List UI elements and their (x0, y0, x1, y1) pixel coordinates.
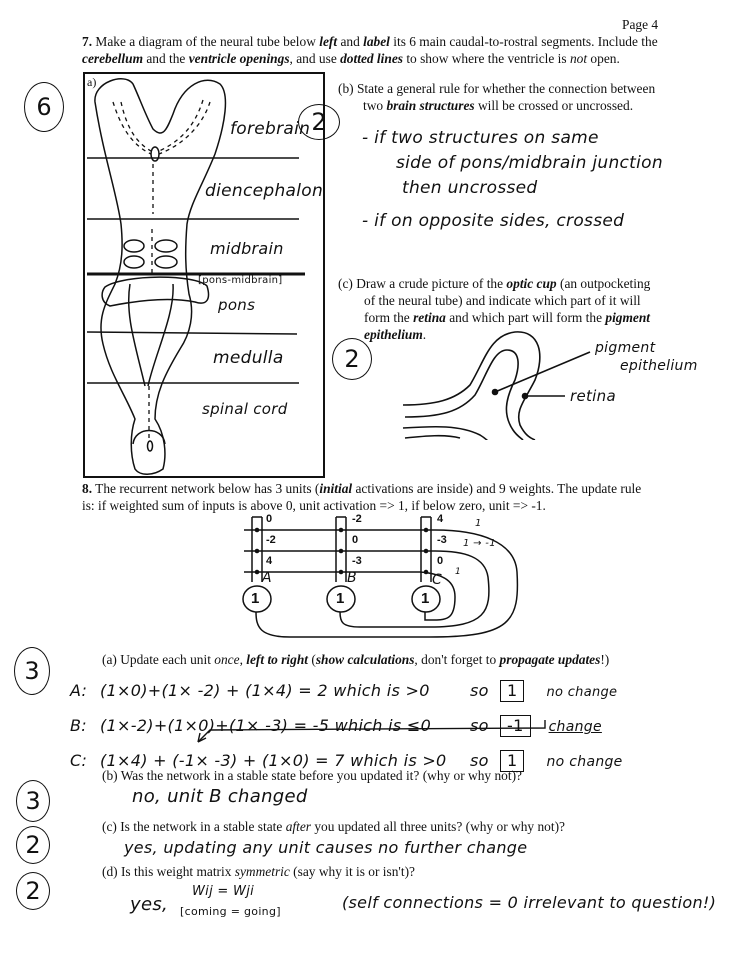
mark-2: 1 (455, 567, 462, 577)
q8c-answer: yes, updating any unit causes no further change (124, 838, 528, 857)
calc-row-c: C: (1×4) + (-1× -3) + (1×0) = 7 which is >0 so 1 no change (70, 751, 623, 770)
calc-row-a: A: (1×0)+(1× -2) + (1×4) = 2 which is >0 so 1 no change (70, 681, 618, 700)
q8-prompt: 8. The recurrent network below has 3 units (initial activations are inside) and 9 weights. The update rule is: if weighted sum of inputs is above 0, unit activation => 1, if below zero, unit => -1. (82, 481, 642, 513)
label-medulla: medulla (213, 348, 284, 368)
q8d-formula: Wij = Wji (192, 884, 255, 899)
q7-number: 7. (82, 34, 93, 49)
weight-c-1: -3 (437, 534, 447, 546)
activation-c: 1 (421, 590, 430, 607)
q8d-self-connections-note: (self connections = 0 irrelevant to question!) (342, 893, 717, 912)
score-q8a: 3 (14, 647, 50, 695)
q7b-answer: - if two structures on same side of pons/midbrain junction then uncrossed - if on opposite sides, crossed (362, 128, 663, 231)
label-forebrain: forebrain (230, 119, 311, 139)
activation-b: 1 (336, 590, 345, 607)
weight-a-1: -2 (266, 534, 276, 546)
propagate-arrow (190, 716, 550, 746)
q8b-answer: no, unit B changed (132, 786, 308, 807)
q7-prompt: 7. Make a diagram of the neural tube below left and label its 6 main caudal-to-rostral segments. Include the cerebellum and the ventricle openings, and use dotted lines to show where the ventricle is not open. (82, 34, 658, 66)
diagram-part-label: a) (87, 75, 97, 89)
label-spinal-cord: spinal cord (202, 400, 288, 418)
score-q8d: 2 (16, 872, 50, 910)
page-number: Page 4 (622, 17, 659, 32)
q8c-prompt: (c) Is the network in a stable state after you updated all three units? (why or why not)? (102, 819, 565, 834)
unit-label-c: C (432, 572, 443, 588)
optic-cup-drawing (395, 330, 625, 440)
activation-a: 1 (251, 590, 260, 607)
score-q7c: 2 (332, 338, 372, 380)
calc-row-b: B: (1×-2)+(1×0)+(1× -3) = -5 which is ≤0 so -1 change (70, 716, 602, 735)
unit-label-a: A (262, 570, 272, 586)
q8d-answer: yes, (130, 894, 169, 915)
label-epithelium: epithelium (620, 358, 698, 374)
recurrent-network-diagram (230, 512, 530, 642)
score-q7a: 6 (24, 82, 64, 132)
weight-b-2: -3 (352, 555, 362, 567)
mark-1: 1 (475, 518, 482, 529)
weight-b-0: -2 (352, 513, 362, 525)
result-b: -1 (500, 715, 531, 737)
activation-change-note: 1 → -1 (463, 538, 496, 549)
result-a: 1 (500, 680, 524, 702)
weight-c-2: 0 (437, 555, 444, 567)
weight-b-1: 0 (352, 534, 359, 546)
q8b-prompt: (b) Was the network in a stable state before you updated it? (why or why not)? (102, 768, 522, 783)
q8d-prompt: (d) Is this weight matrix symmetric (say why it is or isn't)? (102, 864, 415, 879)
q7c-prompt: (c) Draw a crude picture of the optic cup (an outpocketing of the neural tube) and indicate which part of it will form the retina and which part will form the pigment epithelium. (338, 276, 651, 342)
result-c: 1 (500, 750, 524, 772)
label-midbrain: midbrain (210, 239, 284, 258)
weight-a-2: 4 (266, 555, 273, 567)
label-diencephalon: diencephalon (205, 181, 324, 201)
score-q8b: 3 (16, 780, 50, 822)
q8a-prompt: (a) Update each unit once, left to right (show calculations, don't forget to propagate updates!) (102, 652, 610, 667)
neural-tube-diagram (83, 72, 325, 478)
label-pigment: pigment (595, 340, 656, 356)
label-retina: retina (570, 387, 616, 405)
score-q7b: 2 (298, 104, 340, 140)
weight-a-0: 0 (266, 513, 273, 525)
weight-c-0: 4 (437, 513, 444, 525)
q8d-bracket-note: [coming = going] (180, 905, 281, 918)
score-q8c: 2 (16, 826, 50, 864)
label-pons-midbrain: [pons-midbrain] (198, 275, 283, 286)
q7b-prompt: (b) State a general rule for whether the connection between two brain structures will be crossed or uncrossed. (338, 81, 656, 113)
unit-label-b: B (347, 570, 357, 586)
label-pons: pons (218, 296, 256, 314)
